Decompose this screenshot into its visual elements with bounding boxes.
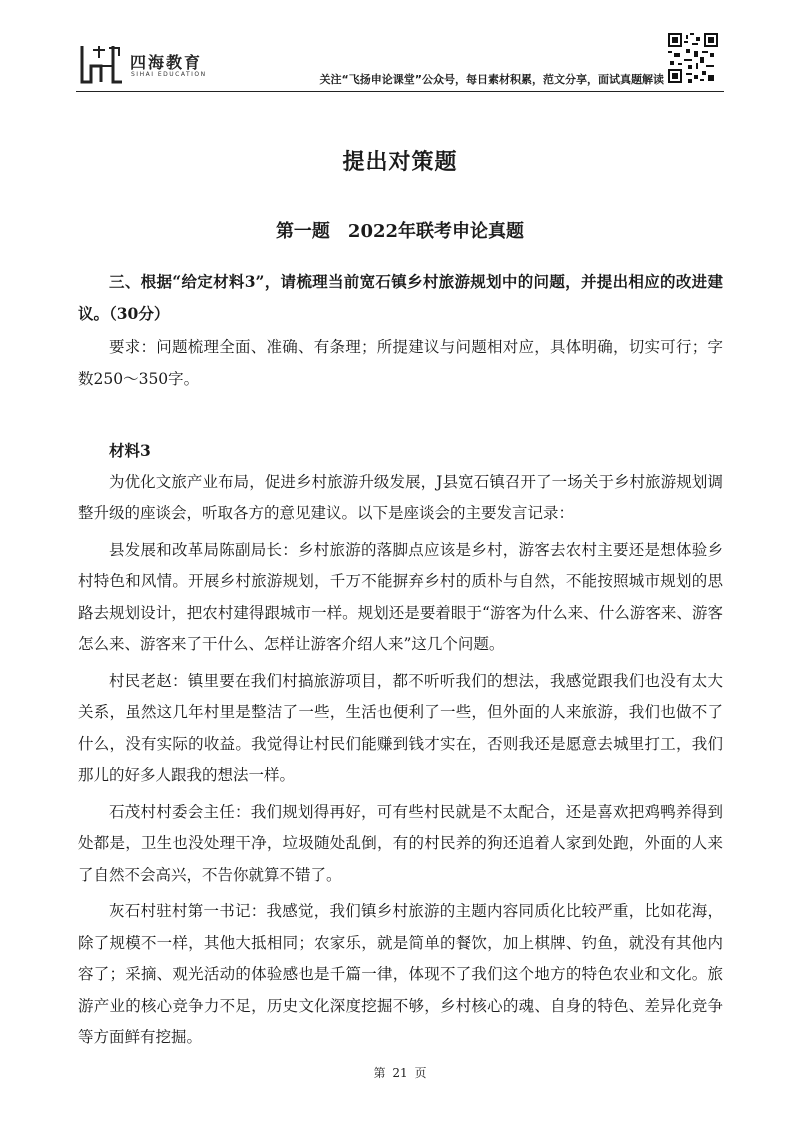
material-paragraph: 石茂村村委会主任：我们规划得再好，可有些村民就是不太配合，还是喜欢把鸡鸭养得到处都是，卫生也没处理干净，垃圾随处乱倒，有的村民养的狗还追着人家到处跑，外面的人来了自然不会高兴，不告你就算不错了。	[78, 802, 723, 884]
requirement-text: 要求：问题梳理全面、准确、有条理；所提建议与问题相对应，具体明确，切实可行；字数250～350字。	[78, 338, 723, 388]
material-paragraph: 村民老赵：镇里要在我们村搞旅游项目，都不听听我们的想法，我感觉跟我们也没有太大关系，虽然这几年村里是整洁了一些，生活也便利了一些，但外面的人来旅游，我们也做不了什么，没有实际的收益。我觉得让村民们能赚到钱才实在，否则我还是愿意去城里打工，我们那儿的好多人跟我的想法一样。	[78, 671, 723, 784]
page-header	[0, 0, 800, 96]
page-title: 提出对策题	[342, 149, 458, 175]
logo-subtext: SIHAI EDUCATION	[131, 71, 207, 78]
header-promo: 关注“飞扬申论课堂”公众号，每日素材积累，范文分享，面试真题解读	[319, 73, 664, 86]
material-paragraph: 为优化文旅产业布局，促进乡村旅游升级发展，J县宽石镇召开了一场关于乡村旅游规划调整升级的座谈会，听取各方的意见建议。以下是座谈会的主要发言记录：	[78, 472, 723, 522]
sihai-logo-icon	[79, 44, 125, 84]
question-subtitle: 第一题 2022年联考申论真题	[275, 221, 525, 242]
header-divider	[76, 91, 724, 92]
page-number: 第 21 页	[373, 1066, 427, 1080]
document-body	[78, 266, 723, 1054]
qr-code-icon	[668, 33, 718, 83]
material-paragraph: 灰石村驻村第一书记：我感觉，我们镇乡村旅游的主题内容同质化比较严重，比如花海，除了规模不一样，其他大抵相同；农家乐，就是简单的餐饮，加上棋牌、钓鱼，就没有其他内容了；采摘、观光活动的体验感也是千篇一律，体现不了我们这个地方的特色农业和文化。旅游产业的核心竞争力不足，历史文化深度挖掘不够，乡村核心的魂、自身的特色、差异化竞争等方面鲜有挖掘。	[78, 902, 723, 1046]
logo-text: 四海教育	[130, 53, 203, 72]
material-paragraph: 县发展和改革局陈副局长：乡村旅游的落脚点应该是乡村，游客去农村主要还是想体验乡村特色和风情。开展乡村旅游规划，千万不能摒弃乡村的质朴与自然，不能按照城市规划的思路去规划设计，把农村建得跟城市一样。规划还是要着眼于“游客为什么来、什么游客来、游客怎么来、游客来了干什么、怎样让游客介绍人来”这几个问题。	[78, 540, 723, 653]
material-label: 材料3	[109, 441, 151, 460]
question-text: 三、根据“给定材料3”，请梳理当前宽石镇乡村旅游规划中的问题，并提出相应的改进建议。（30分）	[78, 272, 723, 323]
